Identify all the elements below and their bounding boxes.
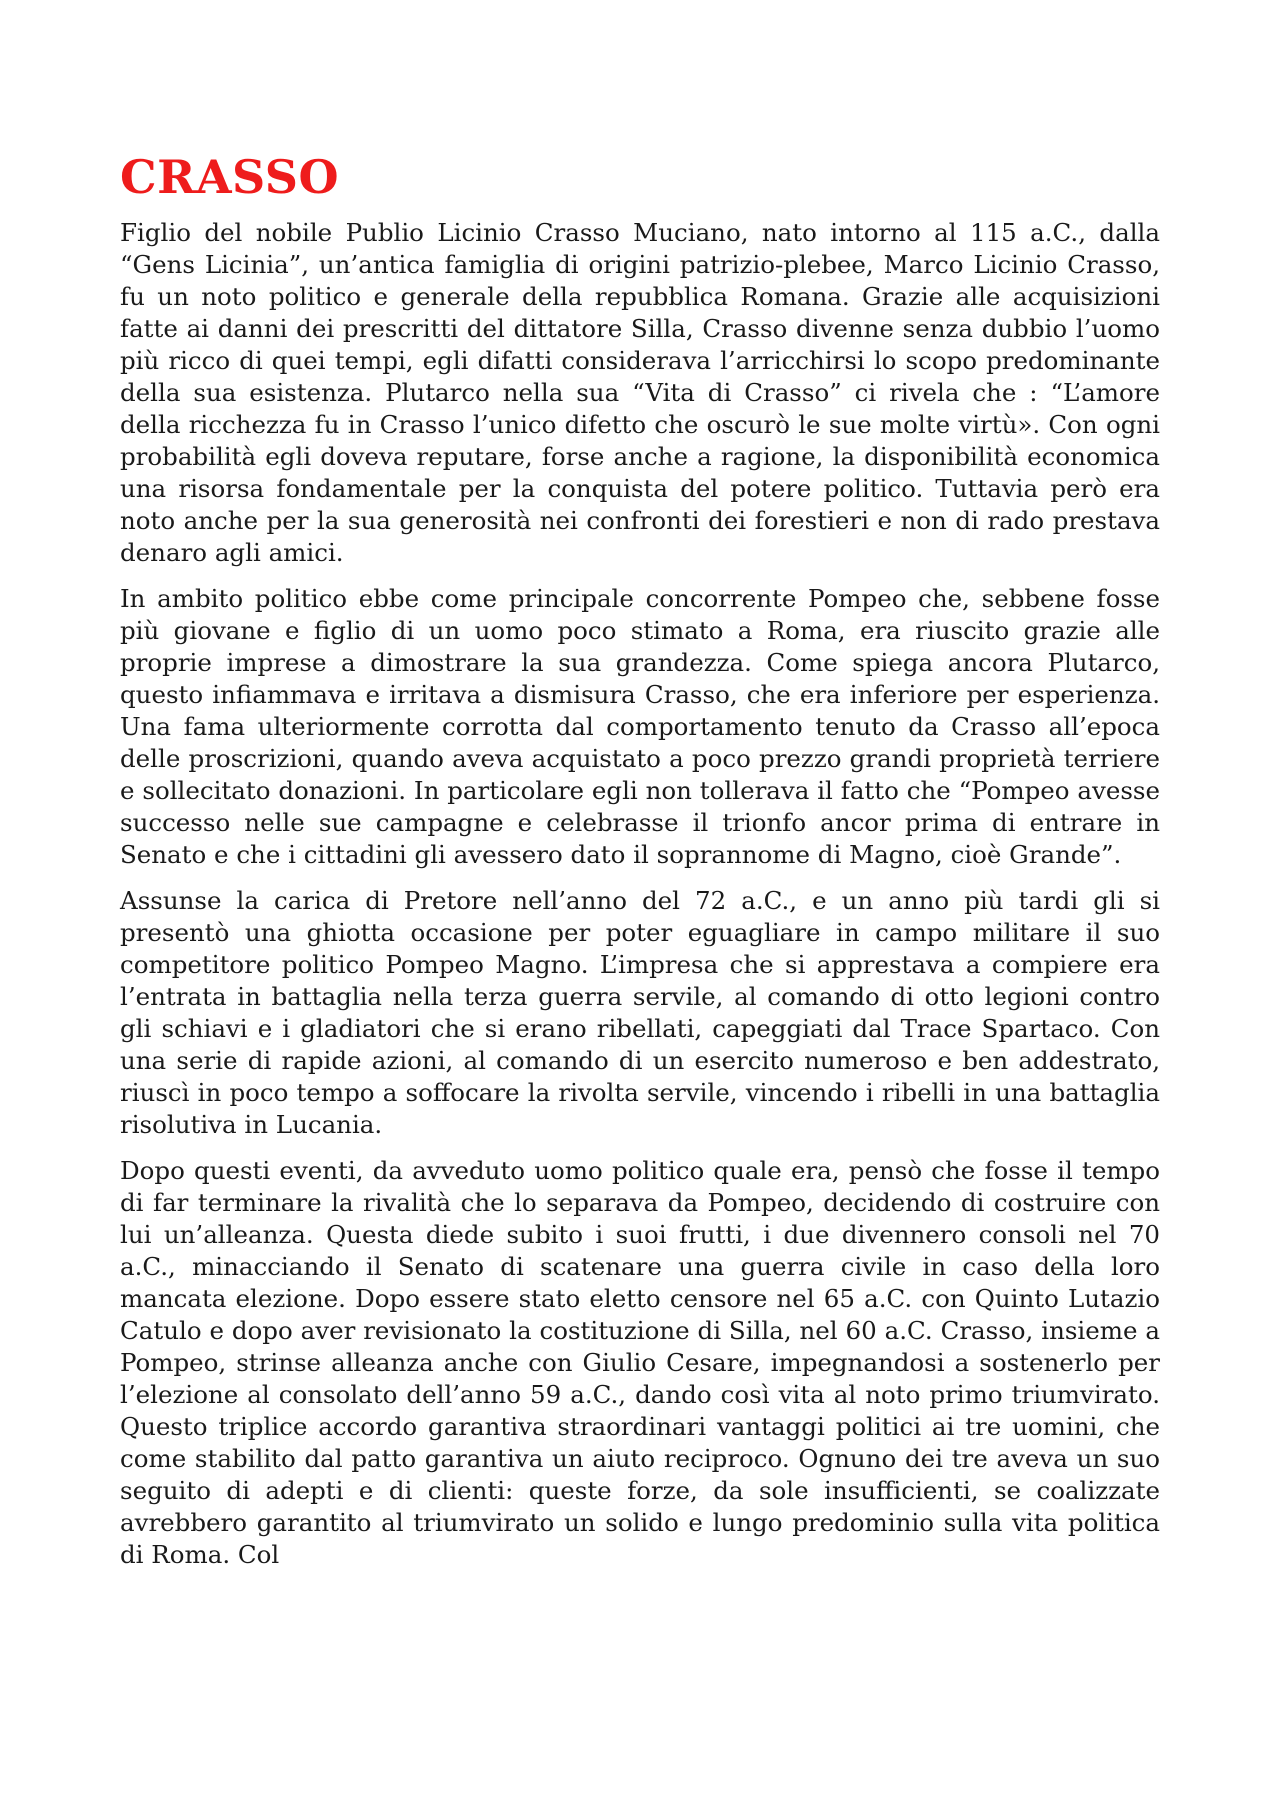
paragraph-1: Figlio del nobile Publio Licinio Crasso Muciano, nato intorno al 115 a.C., dalla “Gens Licinia”, un’antica famiglia di origini patrizio-plebee, Marco Licinio Crasso, fu un noto politico e generale della repubblica Romana. Grazie alle acquisizioni fatte ai danni dei prescritti del dittatore Silla, Crasso divenne senza dubbio l’uomo più ricco di quei tempi, egli difatti considerava l’arricchirsi lo scopo predominante della sua esistenza. Plutarco nella sua “Vita di Crasso” ci rivela che : “L’amore della ricchezza fu in Crasso l’unico difetto che oscurò le sue molte virtù». Con ogni probabilità egli doveva reputare, forse anche a ragione, la disponibilità economica una risorsa fondamentale per la conquista del potere politico. Tuttavia però era noto anche per la sua generosità nei confronti dei forestieri e non di rado prestava denaro agli amici. <box>120 218 1160 568</box>
document-page <box>120 150 1160 1585</box>
paragraph-4: Dopo questi eventi, da avveduto uomo politico quale era, pensò che fosse il tempo di far terminare la rivalità che lo separava da Pompeo, decidendo di costruire con lui un’alleanza. Questa diede subito i suoi frutti, i due divennero consoli nel 70 a.C., minacciando il Senato di scatenare una guerra civile in caso della loro mancata elezione. Dopo essere stato eletto censore nel 65 a.C. con Quinto Lutazio Catulo e dopo aver revisionato la costituzione di Silla, nel 60 a.C. Crasso, insieme a Pompeo, strinse alleanza anche con Giulio Cesare, impegnandosi a sostenerlo per l’elezione al consolato dell’anno 59 a.C., dando così vita al noto primo triumvirato. Questo triplice accordo garantiva straordinari vantaggi politici ai tre uomini, che come stabilito dal patto garantiva un aiuto reciproco. Ognuno dei tre aveva un suo seguito di adepti e di clienti: queste forze, da sole insufficienti, se coalizzate avrebbero garantito al triumvirato un solido e lungo predominio sulla vita politica di Roma. Col <box>120 1156 1160 1570</box>
paragraph-2: In ambito politico ebbe come principale concorrente Pompeo che, sebbene fosse più giovane e figlio di un uomo poco stimato a Roma, era riuscito grazie alle proprie imprese a dimostrare la sua grandezza. Come spiega ancora Plutarco, questo infiammava e irritava a dismisura Crasso, che era inferiore per esperienza. Una fama ulteriormente corrotta dal comportamento tenuto da Crasso all’epoca delle proscrizioni, quando aveva acquistato a poco prezzo grandi proprietà terriere e sollecitato donazioni. In particolare egli non tollerava il fatto che “Pompeo avesse successo nelle sue campagne e celebrasse il trionfo ancor prima di entrare in Senato e che i cittadini gli avessero dato il soprannome di Magno, cioè Grande”. <box>120 584 1160 870</box>
paragraph-3: Assunse la carica di Pretore nell’anno del 72 a.C., e un anno più tardi gli si presentò una ghiotta occasione per poter eguagliare in campo militare il suo competitore politico Pompeo Magno. L’impresa che si apprestava a compiere era l’entrata in battaglia nella terza guerra servile, al comando di otto legioni contro gli schiavi e i gladiatori che si erano ribellati, capeggiati dal Trace Spartaco. Con una serie di rapide azioni, al comando di un esercito numeroso e ben addestrato, riuscì in poco tempo a soffocare la rivolta servile, vincendo i ribelli in una battaglia risolutiva in Lucania. <box>120 886 1160 1140</box>
page-title: CRASSO <box>120 150 340 204</box>
